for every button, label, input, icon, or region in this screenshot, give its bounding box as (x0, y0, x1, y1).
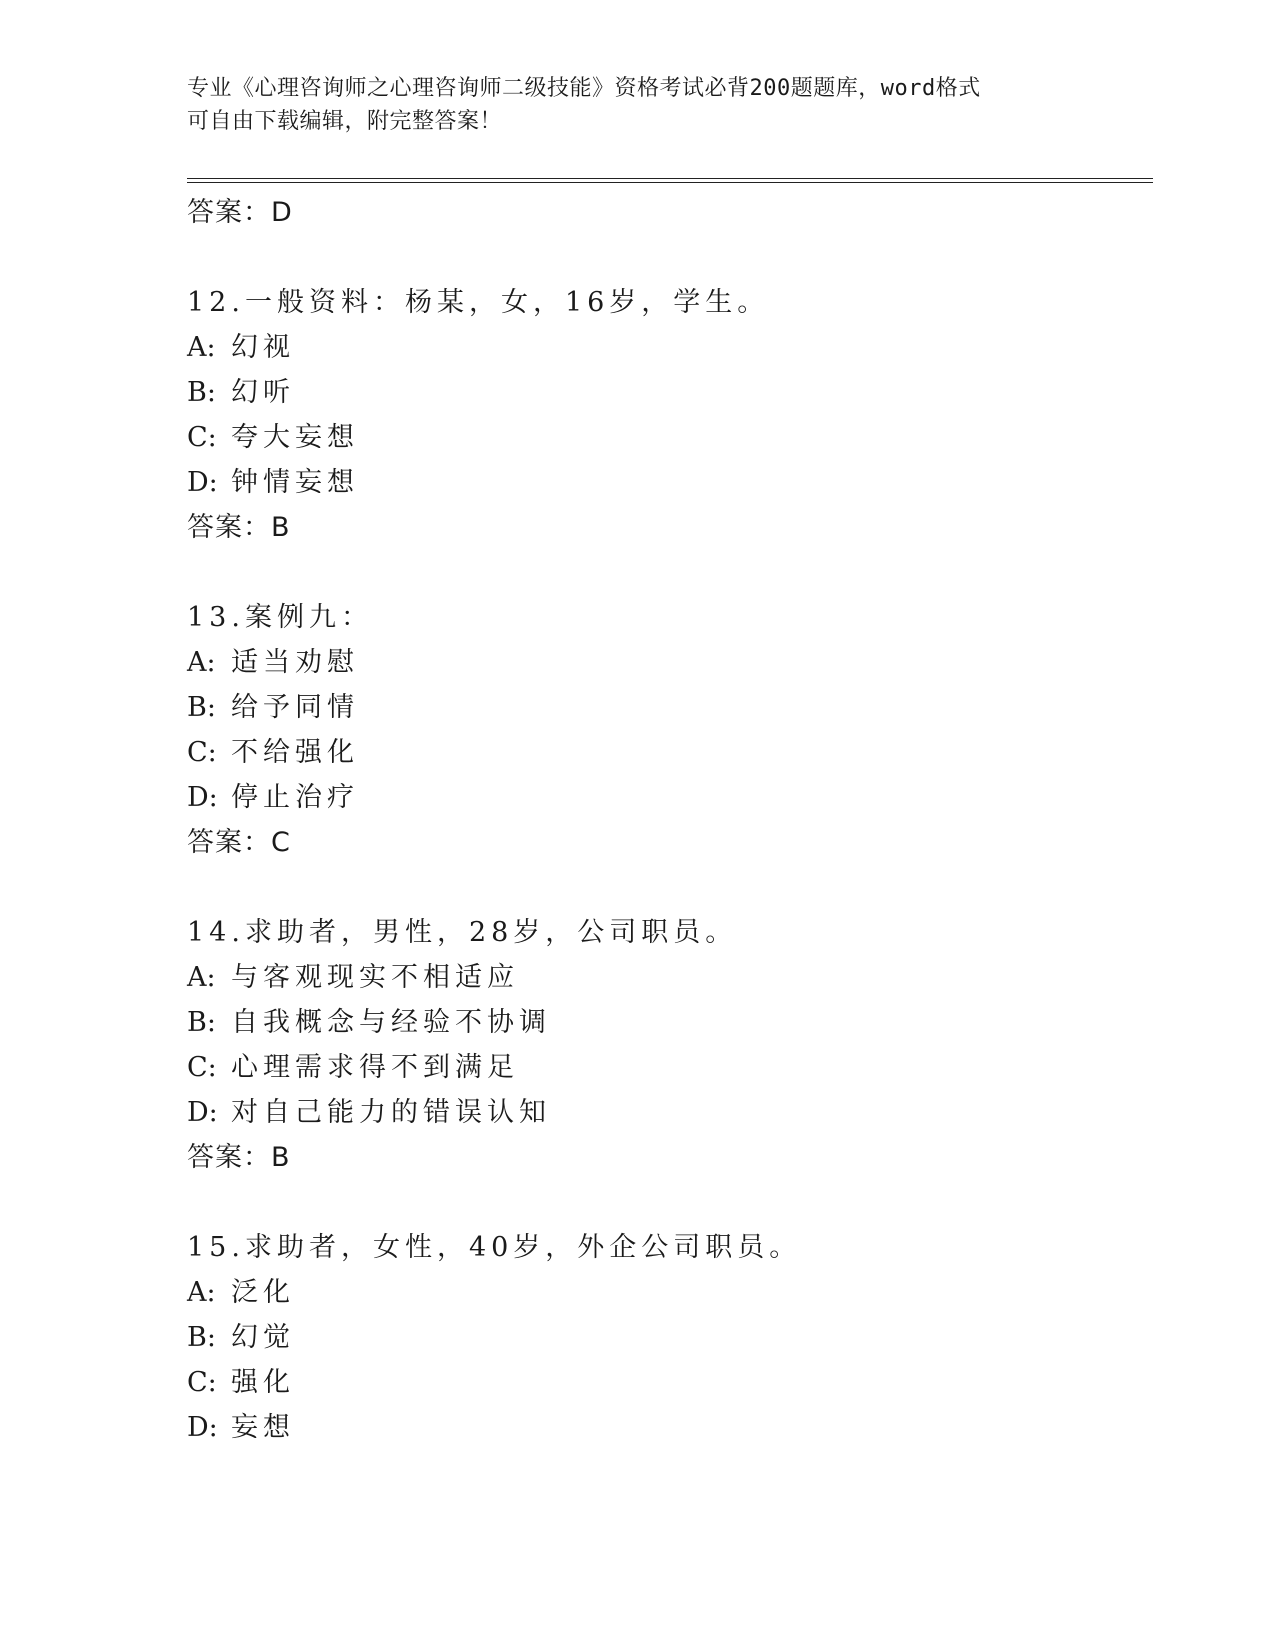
option-text: 钟情妄想 (231, 467, 359, 498)
option-d (187, 460, 1147, 505)
option-text: 停止治疗 (231, 782, 359, 813)
option-a (187, 1270, 1147, 1315)
question-stem: 14.求助者，男性，28岁，公司职员。 (187, 917, 738, 948)
option-text: 不给强化 (231, 737, 359, 768)
document-header (187, 72, 1087, 138)
option-key: B: (187, 1322, 216, 1353)
question-stem: 15.求助者，女性，40岁，外企公司职员。 (187, 1232, 802, 1263)
option-d (187, 775, 1147, 820)
option-c (187, 1045, 1147, 1090)
option-b (187, 1000, 1147, 1045)
option-b (187, 685, 1147, 730)
option-key: C: (187, 737, 217, 768)
option-text: 夸大妄想 (231, 422, 359, 453)
option-key: C: (187, 1052, 217, 1083)
option-d (187, 1090, 1147, 1135)
previous-answer: 答案：D (187, 197, 293, 228)
option-d (187, 1405, 1147, 1450)
option-key: A: (187, 962, 216, 993)
spacer (187, 1180, 1147, 1225)
option-key: B: (187, 1007, 216, 1038)
option-text: 与客观现实不相适应 (231, 962, 519, 993)
question-15 (187, 1225, 1147, 1450)
question-answer: 答案：B (187, 512, 291, 543)
option-a (187, 955, 1147, 1000)
option-key: D: (187, 1412, 218, 1443)
option-key: A: (187, 1277, 216, 1308)
option-key: A: (187, 332, 216, 363)
option-key: C: (187, 1367, 217, 1398)
option-c (187, 1360, 1147, 1405)
header-line-2: 可自由下载编辑，附完整答案！ (187, 109, 503, 134)
question-stem: 12.一般资料：杨某，女，16岁，学生。 (187, 287, 770, 318)
option-b (187, 1315, 1147, 1360)
option-a (187, 325, 1147, 370)
spacer (187, 550, 1147, 595)
option-b (187, 370, 1147, 415)
option-text: 强化 (231, 1367, 295, 1398)
question-12 (187, 280, 1147, 550)
option-text: 妄想 (231, 1412, 295, 1443)
option-text: 幻觉 (231, 1322, 295, 1353)
option-key: B: (187, 377, 216, 408)
option-text: 自我概念与经验不协调 (231, 1007, 551, 1038)
option-key: A: (187, 647, 216, 678)
option-text: 幻听 (231, 377, 295, 408)
option-text: 适当劝慰 (231, 647, 359, 678)
question-list (187, 190, 1147, 1450)
header-divider (187, 178, 1153, 183)
option-text: 对自己能力的错误认知 (231, 1097, 551, 1128)
option-text: 泛化 (231, 1277, 295, 1308)
option-key: D: (187, 1097, 218, 1128)
option-key: D: (187, 467, 218, 498)
question-answer: 答案：C (187, 827, 291, 858)
spacer (187, 865, 1147, 910)
option-a (187, 640, 1147, 685)
question-14 (187, 910, 1147, 1180)
option-text: 幻视 (231, 332, 295, 363)
option-key: B: (187, 692, 216, 723)
question-stem: 13.案例九： (187, 602, 373, 633)
question-13 (187, 595, 1147, 865)
option-c (187, 415, 1147, 460)
option-c (187, 730, 1147, 775)
option-key: D: (187, 782, 218, 813)
spacer (187, 235, 1147, 280)
option-key: C: (187, 422, 217, 453)
option-text: 给予同情 (231, 692, 359, 723)
option-text: 心理需求得不到满足 (231, 1052, 519, 1083)
question-answer: 答案：B (187, 1142, 291, 1173)
header-line-1: 专业《心理咨询师之心理咨询师二级技能》资格考试必背200题题库，word格式 (187, 76, 981, 101)
